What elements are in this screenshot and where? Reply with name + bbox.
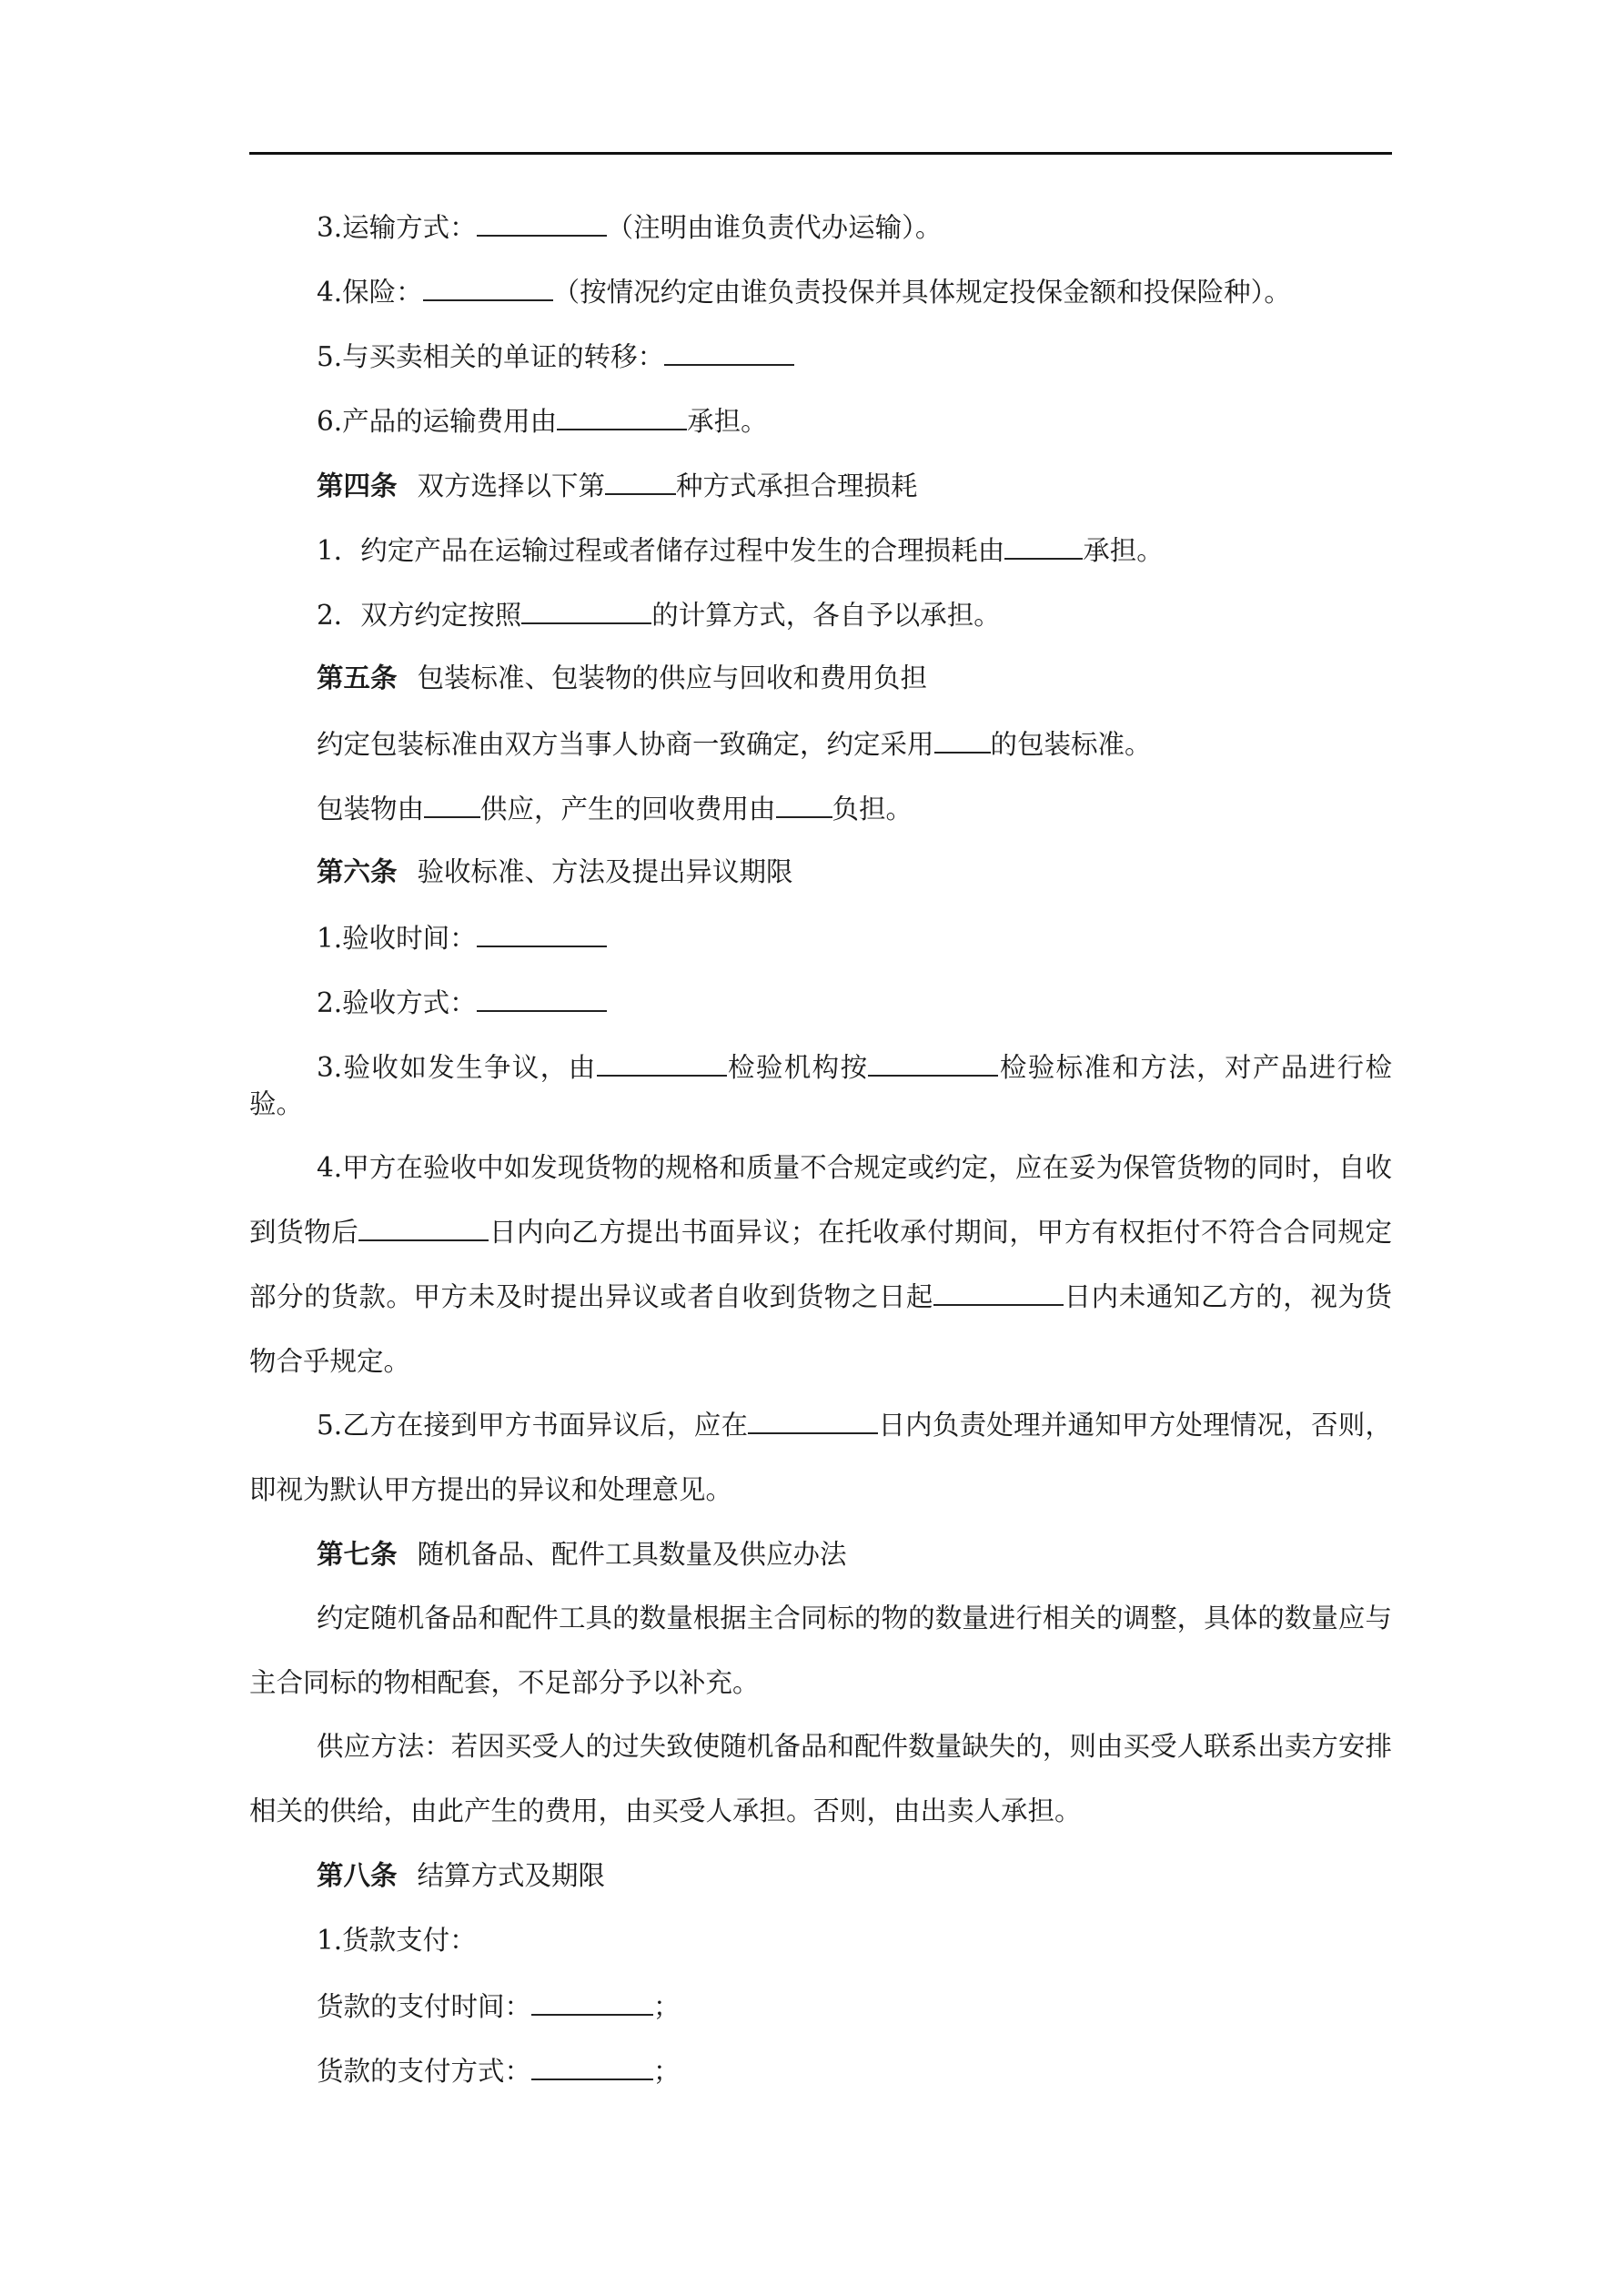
blank-field[interactable] [477, 983, 607, 1012]
article-7-para-1: 约定随机备品和配件工具的数量根据主合同标的物的数量进行相关的调整，具体的数量应与主合同标的物相配套，不足部分予以补充。 [249, 1603, 1392, 1698]
article-5-heading: 第五条 包装标准、包装物的供应与回收和费用负担 [317, 662, 928, 693]
blank-field[interactable] [358, 1212, 489, 1241]
blank-field[interactable] [423, 272, 553, 301]
article-8-heading: 第八条 结算方式及期限 [317, 1859, 606, 1891]
article-4-heading: 第四条 双方选择以下第 种方式承担合理损耗 [249, 466, 1392, 502]
item-freight: 6.产品的运输费用由 承担。 [249, 401, 1392, 438]
article-6-heading: 第六条 验收标准、方法及提出异议期限 [317, 855, 793, 887]
blank-field[interactable] [933, 1277, 1064, 1306]
article-8-item-1: 1.货款支付： [317, 1925, 477, 1956]
blank-field[interactable] [424, 789, 480, 818]
article-6-item-1: 1.验收时间： [249, 918, 1392, 955]
blank-field[interactable] [597, 1047, 727, 1077]
article-6-item-3: 3.验收如发生争议，由 检验机构按 检验标准和方法，对产品进行检验。 [249, 1047, 1392, 1122]
blank-field[interactable] [934, 724, 991, 754]
blank-field[interactable] [531, 1987, 653, 2016]
document-page [249, 207, 1392, 2116]
article-7-para-2: 供应方法：若因买受人的过失致使随机备品和配件数量缺失的，则由买受人联系出卖方安排相关的供给，由此产生的费用，由买受人承担。否则，由出卖人承担。 [249, 1731, 1392, 1826]
blank-field[interactable] [868, 1047, 998, 1077]
article-4-item-2: 2．双方约定按照 的计算方式，各自予以承担。 [249, 595, 1392, 632]
article-7-heading: 第七条 随机备品、配件工具数量及供应办法 [317, 1538, 847, 1570]
blank-field[interactable] [748, 1405, 878, 1434]
blank-field[interactable] [521, 595, 651, 624]
blank-field[interactable] [531, 2051, 653, 2080]
item-transport: 3.运输方式： （注明由谁负责代办运输）。 [249, 207, 1392, 244]
blank-field[interactable] [477, 207, 607, 237]
payment-time: 货款的支付时间： ； [249, 1987, 1392, 2023]
article-6-item-4: 4.甲方在验收中如发现货物的规格和质量不合规定或约定，应在妥为保管货物的同时，自收到货物后 日内向乙方提出书面异议；在托收承付期间，甲方有权拒付不符合合同规定部分的货款。甲方未及时提出异议或者自收到货物之日起 日内未通知乙方的，视为货物合乎规定。 [249, 1152, 1392, 1377]
article-6-item-5: 5.乙方在接到甲方书面异议后，应在 日内负责处理并通知甲方处理情况，否则，即视为默认甲方提出的异议和处理意见。 [249, 1393, 1392, 1522]
blank-field[interactable] [605, 466, 676, 495]
article-4-item-1: 1．约定产品在运输过程或者储存过程中发生的合理损耗由 承担。 [249, 531, 1392, 567]
blank-field[interactable] [776, 789, 832, 818]
blank-field[interactable] [1004, 531, 1083, 560]
article-5-line-1: 约定包装标准由双方当事人协商一致确定，约定采用 的包装标准。 [249, 724, 1392, 761]
article-6-item-2: 2.验收方式： [249, 983, 1392, 1019]
item-documents: 5.与买卖相关的单证的转移： [249, 337, 1392, 373]
blank-field[interactable] [477, 918, 607, 947]
item-insurance: 4.保险： （按情况约定由谁负责投保并具体规定投保金额和投保险种）。 [249, 272, 1392, 308]
article-5-line-2: 包装物由 供应，产生的回收费用由 负担。 [249, 789, 1392, 825]
blank-field[interactable] [557, 401, 687, 430]
payment-method: 货款的支付方式： ； [249, 2051, 1392, 2088]
blank-field[interactable] [664, 337, 794, 366]
header-rule [249, 152, 1392, 155]
